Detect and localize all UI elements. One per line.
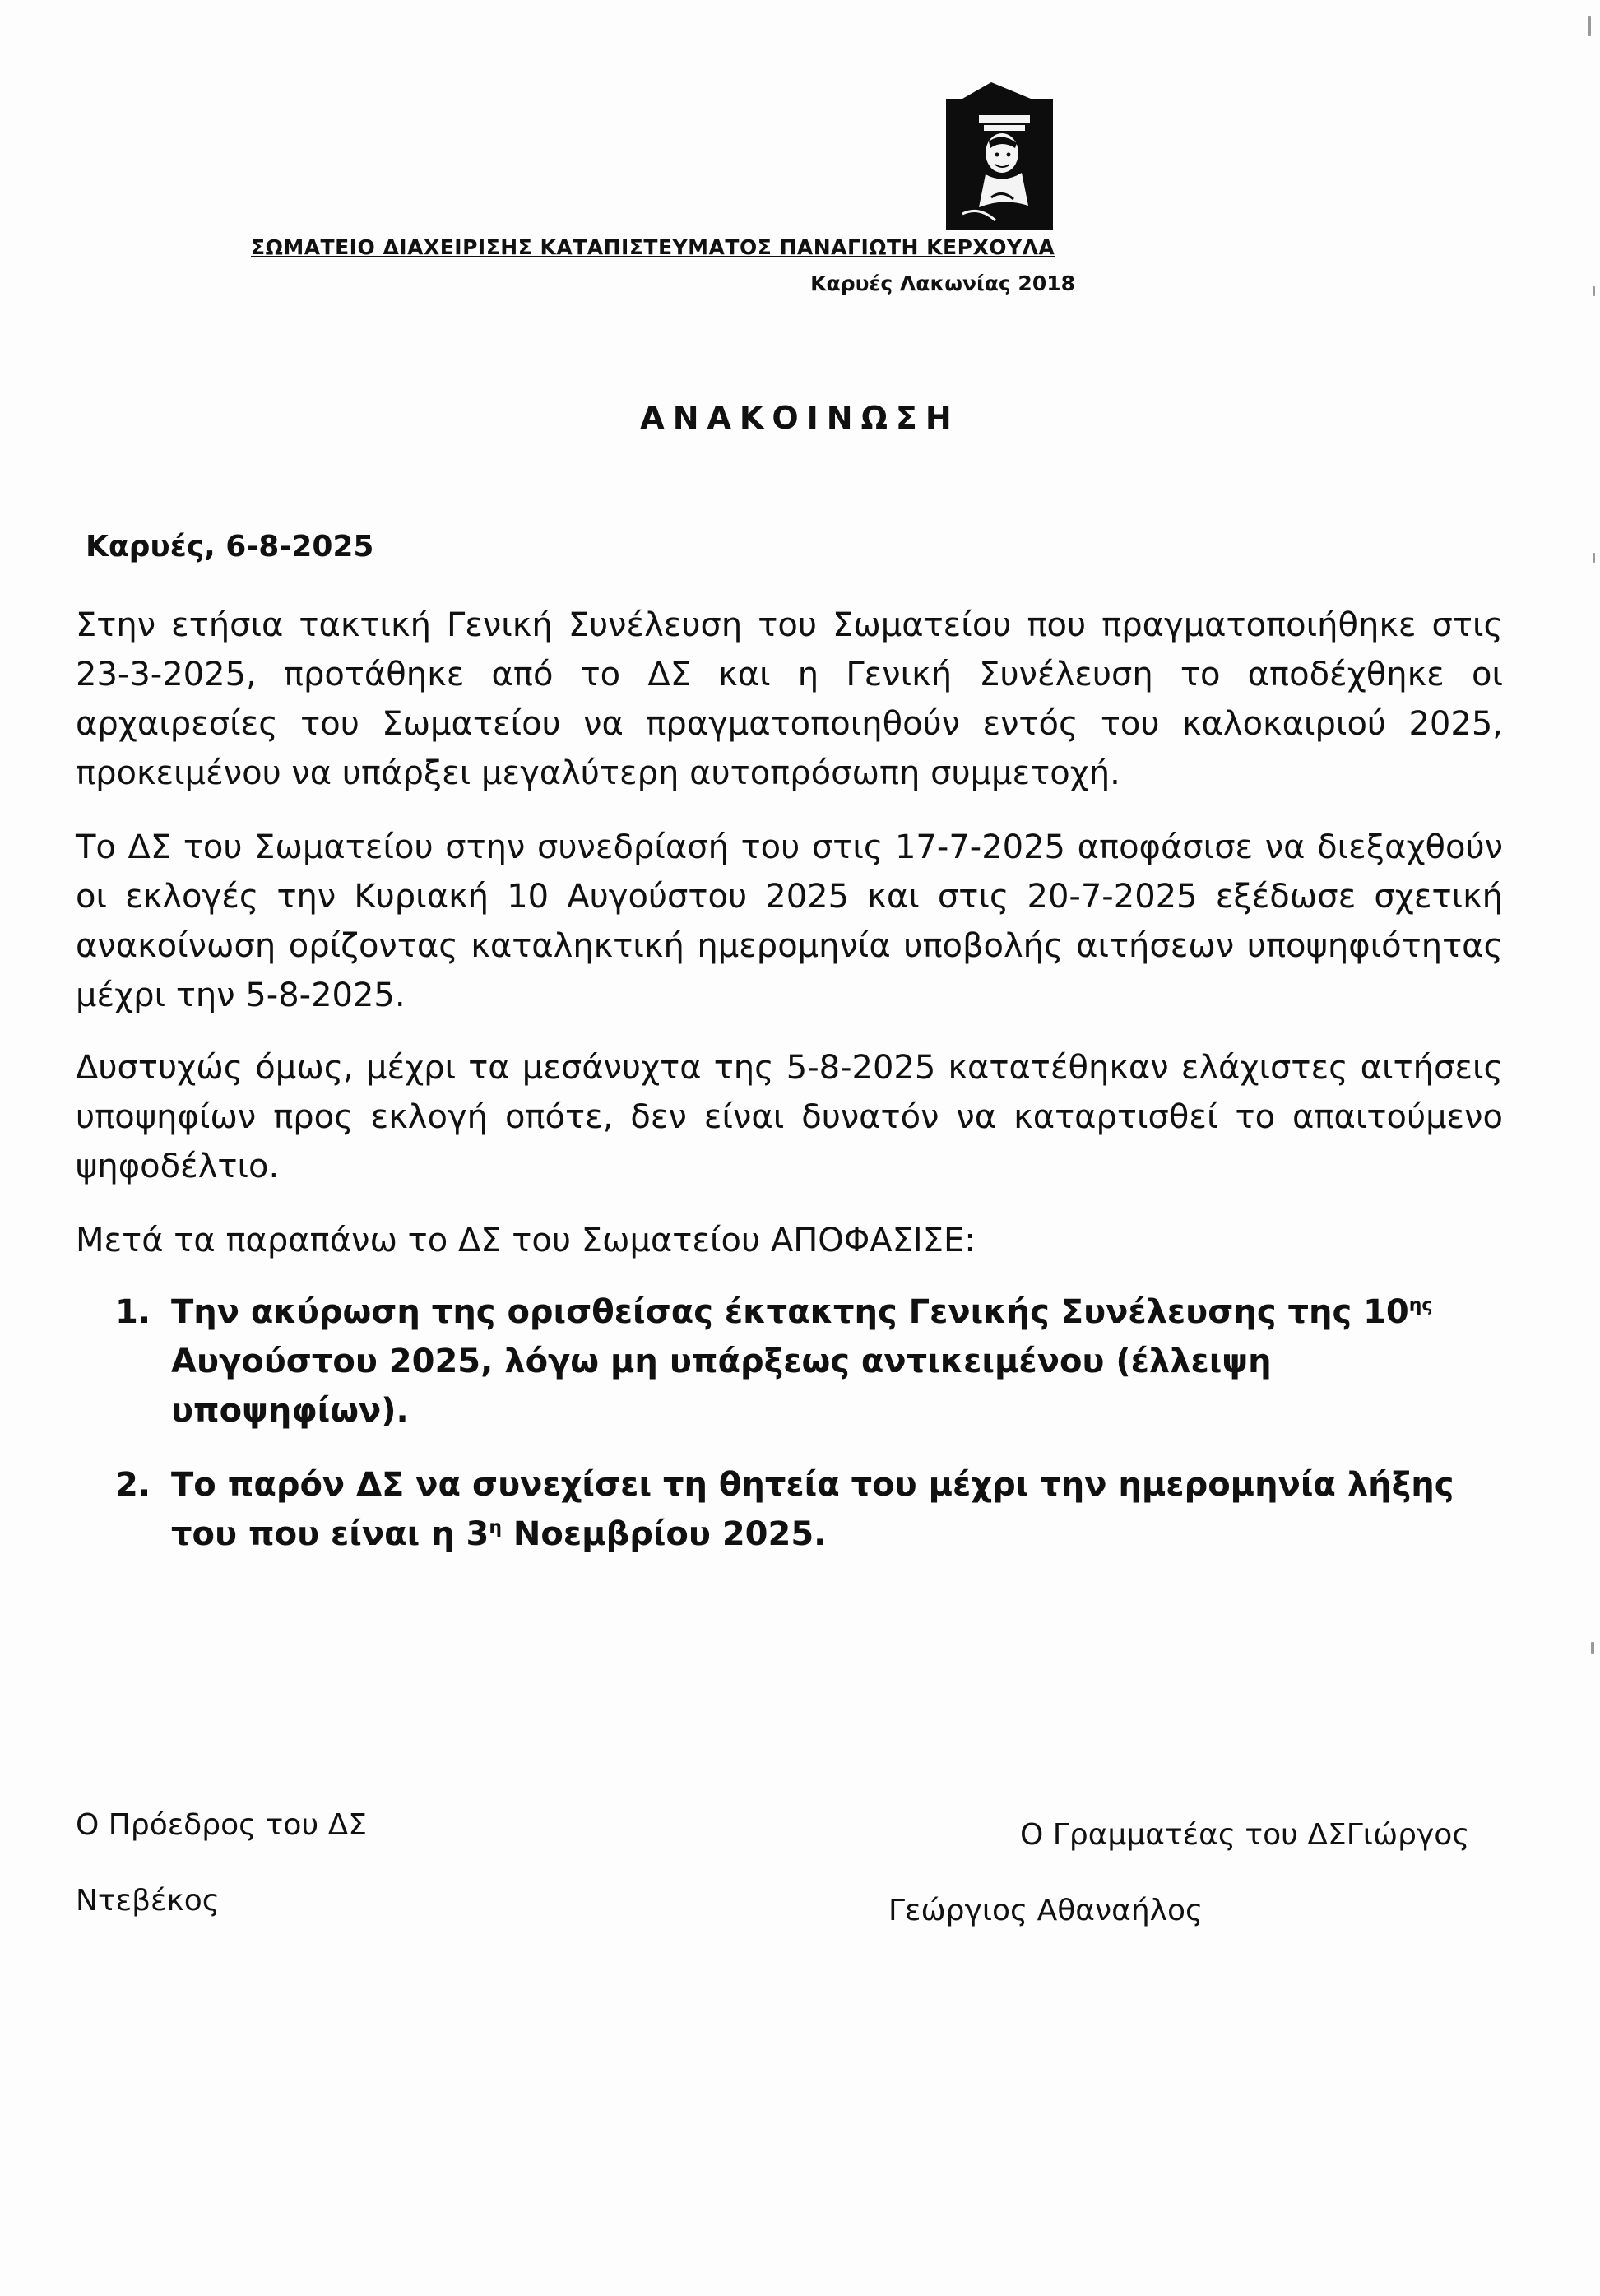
paragraph-4: Μετά τα παραπάνω το ΔΣ του Σωματείου ΑΠΟΦΑΣΙΣΕ: — [76, 1222, 976, 1259]
date-line: Καρυές, 6-8-2025 — [86, 530, 374, 564]
scan-speck — [1593, 286, 1595, 296]
scan-speck — [1591, 1642, 1594, 1654]
document-title: ΑΝΑΚΟΙΝΩΣΗ — [640, 400, 960, 436]
decision-text-continued: Αυγούστου 2025, λόγω μη υπάρξεως αντικειμένου (έλλειψη υποψηφίων). — [171, 1343, 1272, 1430]
decision-text-continued: Νοεμβρίου 2025. — [502, 1515, 827, 1553]
scan-speck — [1588, 16, 1591, 36]
organization-logo — [946, 82, 1053, 230]
decision-number: 1. — [115, 1293, 151, 1331]
organization-place-year: Καρυές Λακωνίας 2018 — [810, 271, 1075, 295]
organization-name: ΣΩΜΑΤΕΙΟ ΔΙΑΧΕΙΡΙΣΗΣ ΚΑΤΑΠΙΣΤΕΥΜΑΤΟΣ ΠΑΝΑΓΙΩΤΗ ΚΕΡΧΟΥΛΑ — [251, 235, 1055, 259]
decision-item — [115, 1287, 1514, 1436]
paragraph-1: Στην ετήσια τακτική Γενική Συνέλευση του Σωματείου που πραγματοποιήθηκε στις 23-3-2025, προτάθηκε από το ΔΣ και η Γενική Συνέλευση το αποδέχθηκε οι αρχαιρεσίες του Σωματείου να πραγματοποιηθούν εντός του καλοκαιριού 2025, προκειμένου να υπάρξει μεγαλύτερη αυτοπρόσωπη συμμετοχή. — [76, 606, 1503, 792]
paragraph-2: Το ΔΣ του Σωματείου στην συνεδρίασή του στις 17-7-2025 αποφάσισε να διεξαχθούν οι εκλογές την Κυριακή 10 Αυγούστου 2025 και στις 20-7-2025 εξέδωσε σχετική ανακοίνωση ορίζοντας καταληκτική ημερομηνία υποβολής αιτήσεων υποψηφιότητας μέχρι την 5-8-2025. — [76, 828, 1503, 1014]
president-title: Ο Πρόεδρος του ΔΣ — [76, 1808, 368, 1842]
decision-item — [115, 1460, 1514, 1559]
secretary-title: Ο Γραμματέας του ΔΣΓιώργος — [1020, 1818, 1470, 1852]
decision-text: Το παρόν ΔΣ να συνεχίσει τη θητεία του μέχρι την ημερομηνία λήξης του που είναι η 3 — [171, 1466, 1454, 1553]
decision-number: 2. — [115, 1466, 151, 1504]
ordinal-superscript: ης — [1408, 1295, 1433, 1316]
scan-speck — [1593, 553, 1595, 563]
decisions-list — [115, 1287, 1514, 1584]
decision-text: Την ακύρωση της ορισθείσας έκτακτης Γενικής Συνέλευσης της 10 — [171, 1293, 1409, 1331]
paragraph-3: Δυστυχώς όμως, μέχρι τα μεσάνυχτα της 5-8-2025 κατατέθηκαν ελάχιστες αιτήσεις υποψηφίων προς εκλογή οπότε, δεν είναι δυνατόν να καταρτισθεί το απαιτούμενο ψηφοδέλτιο. — [76, 1049, 1503, 1185]
secretary-name: Γεώργιος Αθαναήλος — [888, 1894, 1203, 1927]
ordinal-superscript: η — [489, 1517, 502, 1538]
president-name: Ντεβέκος — [76, 1884, 220, 1918]
